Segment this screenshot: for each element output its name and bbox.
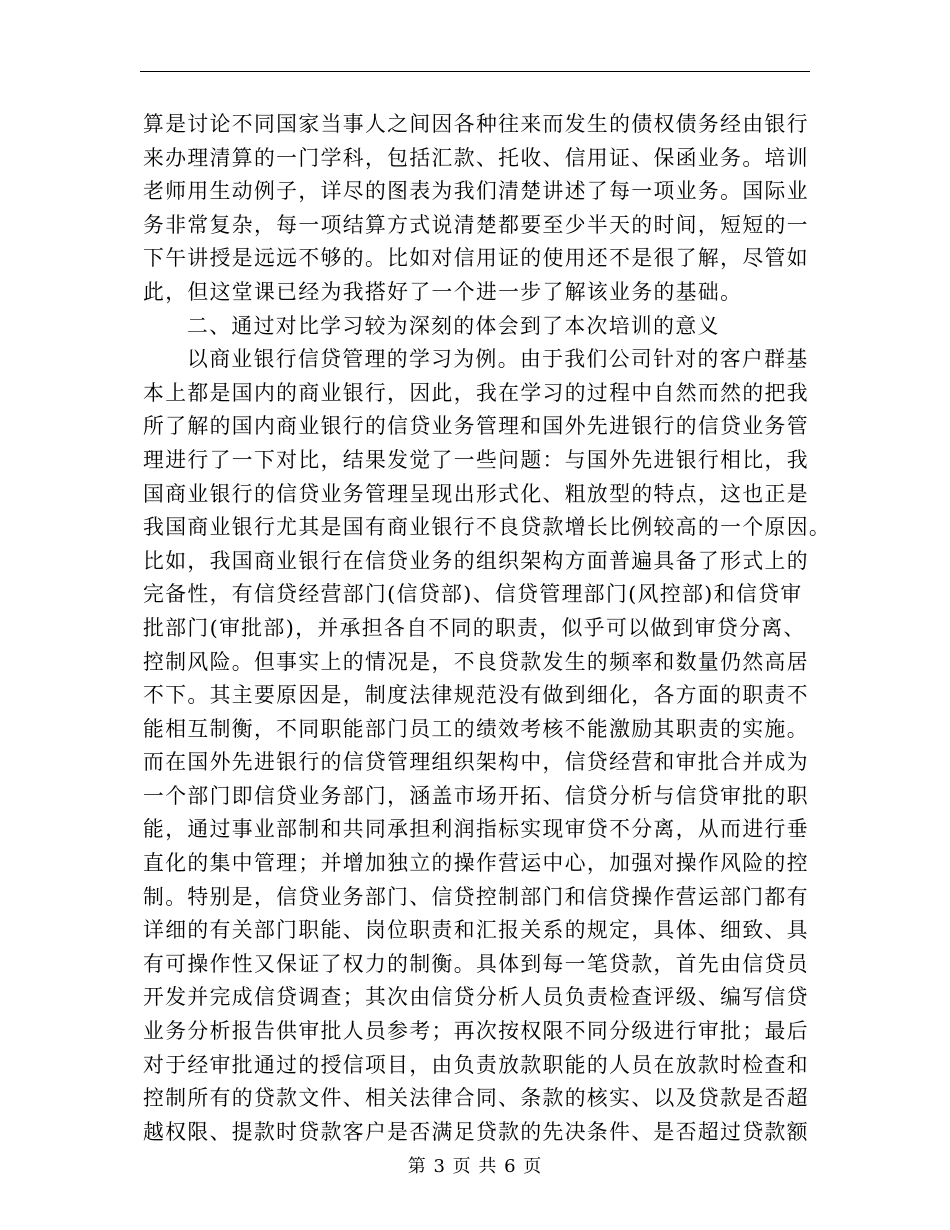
body-line: 此，但这堂课已经为我搭好了一个进一步了解该业务的基础。	[143, 279, 743, 304]
body-line: 算是讨论不同国家当事人之间因各种往来而发生的债权债务经由银行	[143, 112, 809, 136]
body-line: 一个部门即信贷业务部门，涵盖市场开拓、信贷分析与信贷审批的职	[143, 783, 809, 808]
paragraph-start-line: 以商业银行信贷管理的学习为例。由于我们公司针对的客户群基	[187, 347, 809, 372]
body-line: 控制所有的贷款文件、相关法律合同、条款的核实、以及贷款是否超	[143, 1086, 809, 1111]
body-line: 所了解的国内商业银行的信贷业务管理和国外先进银行的信贷业务管	[143, 414, 809, 439]
body-line: 而在国外先进银行的信贷管理组织架构中，信贷经营和审批合并成为	[143, 750, 809, 775]
body-line: 能相互制衡，不同职能部门员工的绩效考核不能激励其职责的实施。	[143, 716, 809, 741]
body-line: 越权限、提款时贷款客户是否满足贷款的先决条件、是否超过贷款额	[143, 1119, 809, 1144]
body-line: 直化的集中管理；并增加独立的操作营运中心，加强对操作风险的控	[143, 851, 809, 876]
header-rule	[140, 71, 810, 72]
document-body	[143, 108, 832, 1149]
body-line: 有可操作性又保证了权力的制衡。具体到每一笔贷款，首先由信贷员	[143, 951, 809, 976]
body-line: 我国商业银行尤其是国有商业银行不良贷款增长比例较高的一个原因。	[143, 515, 832, 540]
body-line: 开发并完成信贷调查；其次由信贷分析人员负责检查评级、编写信贷	[143, 985, 809, 1010]
body-line: 比如，我国商业银行在信贷业务的组织架构方面普遍具备了形式上的	[143, 548, 809, 573]
body-line: 下午讲授是远远不够的。比如对信用证的使用还不是很了解，尽管如	[143, 246, 809, 271]
body-line: 批部门(审批部)，并承担各自不同的职责，似乎可以做到审贷分离、	[143, 615, 806, 640]
body-line: 业务分析报告供审批人员参考；再次按权限不同分级进行审批；最后	[143, 1019, 809, 1044]
body-line: 不下。其主要原因是，制度法律规范没有做到细化，各方面的职责不	[143, 683, 809, 708]
body-line: 来办理清算的一门学科，包括汇款、托收、信用证、保函业务。培训	[143, 145, 809, 170]
body-line: 理进行了一下对比，结果发觉了一些问题：与国外先进银行相比，我	[143, 447, 809, 472]
body-line: 本上都是国内的商业银行，因此，我在学习的过程中自然而然的把我	[143, 380, 809, 405]
body-line: 国商业银行的信贷业务管理呈现出形式化、粗放型的特点，这也正是	[143, 481, 809, 506]
body-line: 制。特别是，信贷业务部门、信贷控制部门和信贷操作营运部门都有	[143, 884, 809, 909]
section-heading: 二、通过对比学习较为深刻的体会到了本次培训的意义	[187, 313, 720, 338]
body-line: 详细的有关部门职能、岗位职责和汇报关系的规定，具体、细致、具	[143, 918, 809, 943]
body-line: 控制风险。但事实上的情况是，不良贷款发生的频率和数量仍然高居	[143, 649, 809, 674]
body-line: 老师用生动例子，详尽的图表为我们清楚讲述了每一项业务。国际业	[143, 179, 809, 204]
body-line: 务非常复杂，每一项结算方式说清楚都要至少半天的时间，短短的一	[143, 212, 809, 237]
page-number: 第 3 页 共 6 页	[407, 1156, 543, 1177]
body-line: 能，通过事业部制和共同承担利润指标实现审贷不分离，从而进行垂	[143, 817, 809, 842]
body-line: 完备性，有信贷经营部门(信贷部)、信贷管理部门(风控部)和信贷审	[143, 582, 803, 607]
body-line: 对于经审批通过的授信项目，由负责放款职能的人员在放款时检查和	[143, 1052, 809, 1077]
